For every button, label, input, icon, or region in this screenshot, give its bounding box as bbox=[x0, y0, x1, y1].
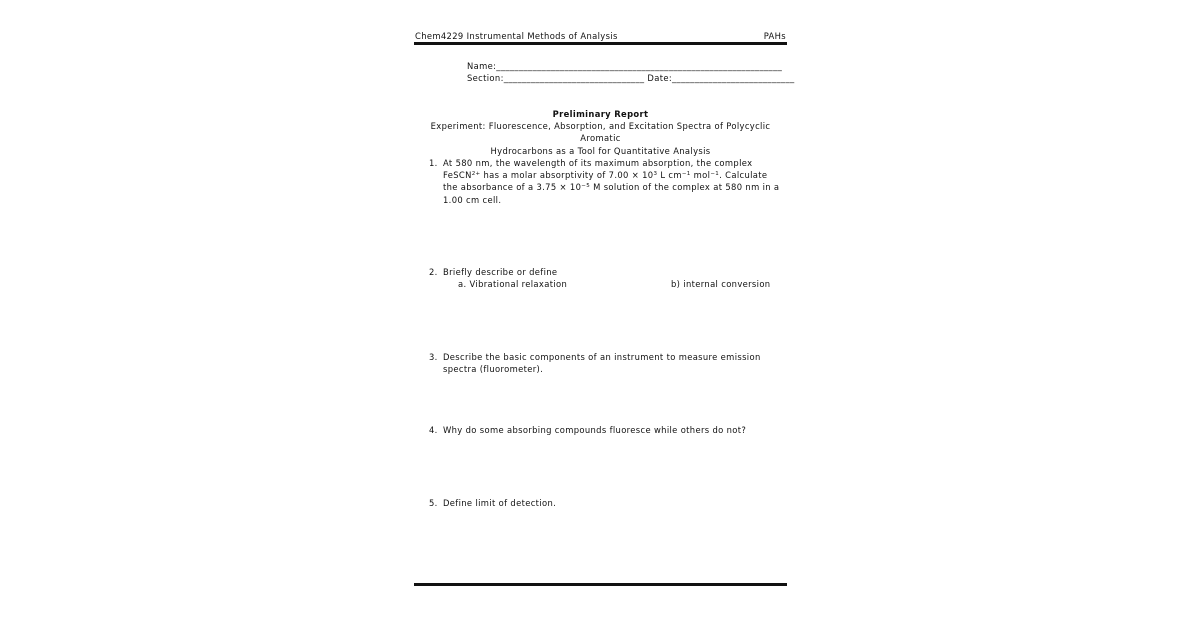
question-text: Define limit of detection. bbox=[443, 498, 557, 508]
header-rule bbox=[414, 42, 787, 45]
question-number: 4. bbox=[429, 425, 438, 435]
name-field: Name:_______________________________________________________________ bbox=[467, 61, 783, 71]
section-field: Section:_______________________________ bbox=[467, 73, 645, 84]
subquestion-a: a. Vibrational relaxation bbox=[458, 279, 568, 289]
date-field: Date:___________________________ bbox=[647, 73, 795, 84]
question-number: 5. bbox=[429, 498, 438, 508]
report-title-block bbox=[414, 108, 787, 157]
question-2 bbox=[429, 266, 783, 278]
question-1 bbox=[429, 157, 783, 206]
question-text: Describe the basic components of an instrument to measure emission spectra (fluorometer). bbox=[443, 352, 761, 375]
question-4 bbox=[429, 424, 783, 436]
topic-label: PAHs bbox=[763, 31, 786, 41]
question-number: 2. bbox=[429, 267, 438, 277]
question-3 bbox=[429, 351, 783, 375]
question-5 bbox=[429, 497, 783, 509]
question-text: Why do some absorbing compounds fluoresce while others do not? bbox=[443, 425, 747, 435]
question-text: At 580 nm, the wavelength of its maximum absorption, the complex FeSCN$^{2+}$ has a molar absorptivity of $7.00 \times 10^3$ L $cm^{-1}$ mol$^{-1}$. Calculate the absorbance of a $3.75 \times 10^{-5}$ M solution of the complex at 580 nm in a 1.00 cm cell. bbox=[443, 158, 780, 205]
question-number: 1. bbox=[429, 158, 438, 168]
course-title: Chem4229 Instrumental Methods of Analysis bbox=[415, 31, 618, 41]
student-info bbox=[467, 60, 795, 84]
section-date-line bbox=[467, 72, 795, 84]
document-page bbox=[414, 0, 795, 627]
question-number: 3. bbox=[429, 352, 438, 362]
experiment-line-2: Hydrocarbons as a Tool for Quantitative Analysis bbox=[490, 145, 711, 156]
experiment-line-1: Experiment: Fluorescence, Absorption, and Excitation Spectra of Polycyclic Aromatic bbox=[430, 121, 771, 144]
report-title: Preliminary Report bbox=[552, 109, 649, 119]
footer-rule bbox=[414, 583, 787, 586]
page-header bbox=[415, 31, 786, 41]
subquestion-b: b) internal conversion bbox=[671, 279, 771, 289]
question-text: Briefly describe or define bbox=[443, 267, 558, 277]
